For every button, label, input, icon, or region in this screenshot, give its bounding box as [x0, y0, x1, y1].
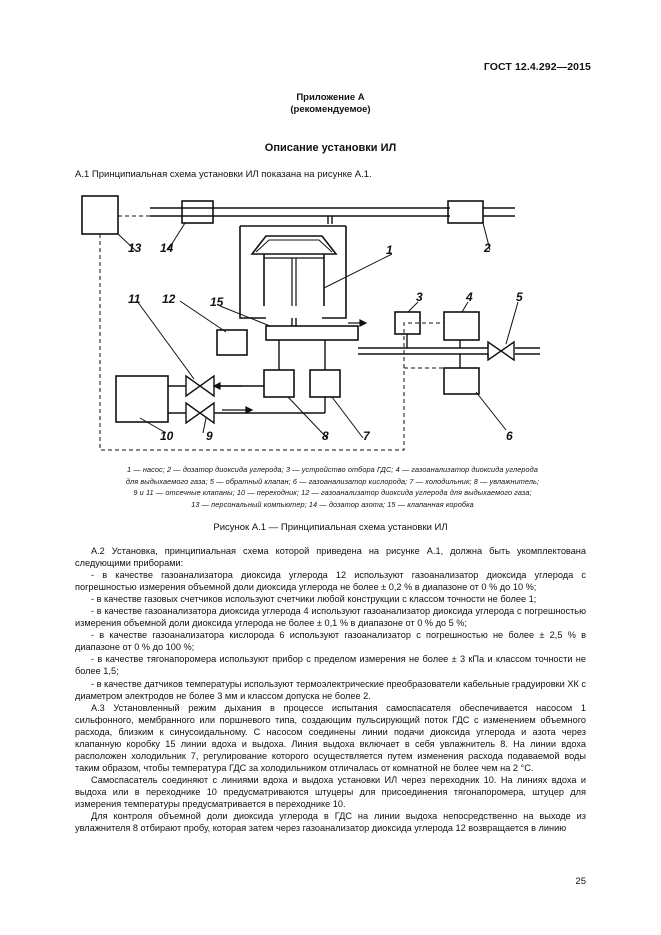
label-6: 6 — [506, 429, 513, 443]
section-title: Описание установки ИЛ — [264, 142, 397, 154]
label-9: 9 — [206, 429, 213, 443]
box-4 — [444, 312, 479, 340]
box-10 — [116, 376, 168, 422]
paragraph: - в качестве тягонапоромера используют прибор с пределом измерения не более ± 3 кПа и классом точности не более 1,5; — [75, 654, 586, 677]
box-12 — [217, 330, 247, 355]
annex-status: (рекомендуемое) — [290, 104, 371, 115]
valve-11 — [186, 376, 214, 396]
box-14 — [182, 201, 213, 223]
legend-line: 9 и 11 — отсечные клапаны; 10 — переходник; 12 — газоанализатор диоксида углерода для выдыхаемого газа; — [133, 488, 532, 497]
box-6 — [444, 368, 479, 394]
label-3: 3 — [416, 290, 423, 304]
label-4: 4 — [466, 290, 473, 304]
box-15 — [266, 326, 358, 340]
legend-line: 13 — персональный компьютер; 14 — дозатор азота; 15 — клапанная коробка — [191, 499, 474, 509]
label-12: 12 — [162, 292, 176, 306]
standard-designation: ГОСТ 12.4.292—2015 — [483, 61, 591, 73]
legend-line: 1 — насос; 2 — дозатор диоксида углерода; 3 — устройство отбора ГДС; 4 — газоанализатор диоксида углерода — [127, 465, 538, 474]
label-11: 11 — [128, 292, 141, 306]
label-7: 7 — [363, 429, 370, 443]
page-number: 25 — [575, 876, 586, 887]
label-1: 1 — [386, 243, 393, 257]
paragraph: - в качестве газовых счетчиков используют счетчики любой конструкции с классом точности не более 1; — [91, 594, 537, 605]
pump-bellows — [252, 236, 336, 254]
valve-5 — [488, 342, 514, 360]
figure-caption: Рисунок А.1 — Принципиальная схема установки ИЛ — [213, 522, 448, 533]
label-8: 8 — [322, 429, 329, 443]
label-10: 10 — [160, 429, 174, 443]
label-13: 13 — [128, 241, 142, 255]
label-15: 15 — [210, 295, 224, 309]
box-13 — [82, 196, 118, 234]
paragraph: А.2 Установка, принципиальная схема которой приведена на рисунке А.1, должна быть укомплектована следующими приборами: — [75, 546, 586, 569]
box-2 — [448, 201, 483, 223]
paragraph: Самоспасатель соединяют с линиями вдоха и выдоха установки ИЛ через переходник 10. На линиях вдоха и выдоха или в переходнике 10 предусматриваются штуцеры для присоединения тягонапоромера, штуцер для измерения температуры предусматривается в переходнике 10. — [75, 774, 586, 809]
paragraph: Для контроля объемной доли диоксида углерода в ГДС на линии выдоха непосредственно на выходе из увлажнителя 8 отбирают пробу, которая затем через газоанализатор диоксида углерода 12 возвращается в линию — [75, 811, 586, 834]
label-5: 5 — [516, 290, 523, 304]
label-14: 14 — [160, 241, 174, 255]
annex-heading — [0, 92, 661, 116]
schematic-diagram — [70, 188, 560, 458]
paragraph: А.3 Установленный режим дыхания в процессе испытания самоспасателя обеспечивается насосом 1 сильфонного, мембранного или поршневого типа, создающим пульсирующий поток ГДС с изменением объемного расхода, близким к синусоидальному. С насосом соединены линии подачи диоксида углерода и азота через клапанную коробку 15 линии вдоха и выдоха. Линия выдоха включает в себя увлажнитель 8. На линии вдоха расположен холодильник 7, регулирование которого осуществляется путем изменения расхода подаваемой воды таким образом, чтобы температура ГДС за холодильником отличалась от комнатной не более чем на 2 °С. — [75, 702, 586, 773]
valve-9 — [186, 403, 214, 423]
paragraph: - в качестве газоанализатора диоксида углерода 12 используют газоанализатор диоксида углерода с погрешностью измерения объемной доли диоксида углерода не более ± 0,2 % в диапазоне от 0 % до 10 %; — [75, 570, 586, 593]
box-7 — [310, 370, 340, 397]
paragraph: - в качестве датчиков температуры используют термоэлектрические преобразователи кабельные градуировки ХК с диаметром электродов не более 3 мм и классом допуска не более 2. — [75, 678, 586, 701]
legend-line: для выдыхаемого газа; 5 — обратный клапан; 6 — газоанализатор кислорода; 7 — холодильник; 8 — увлажнитель; — [125, 476, 540, 486]
paragraph: - в качестве газоанализатора кислорода 6 используют газоанализатор с погрешностью не более ± 2,5 % в диапазоне от 0 % до 100 %; — [75, 630, 586, 653]
figure-legend — [70, 464, 595, 510]
paragraph: - в качестве газоанализатора диоксида углерода 4 используют газоанализатор диоксида углерода с погрешностью измерения объемной доли диоксида углерода не более ± 0,1 % в диапазоне от 0 % до 5 %; — [75, 606, 586, 629]
intro-paragraph: А.1 Принципиальная схема установки ИЛ показана на рисунке А.1. — [75, 169, 372, 180]
label-2: 2 — [484, 241, 491, 255]
body-text — [75, 545, 586, 834]
annex-title: Приложение А — [296, 92, 365, 103]
box-8 — [264, 370, 294, 397]
